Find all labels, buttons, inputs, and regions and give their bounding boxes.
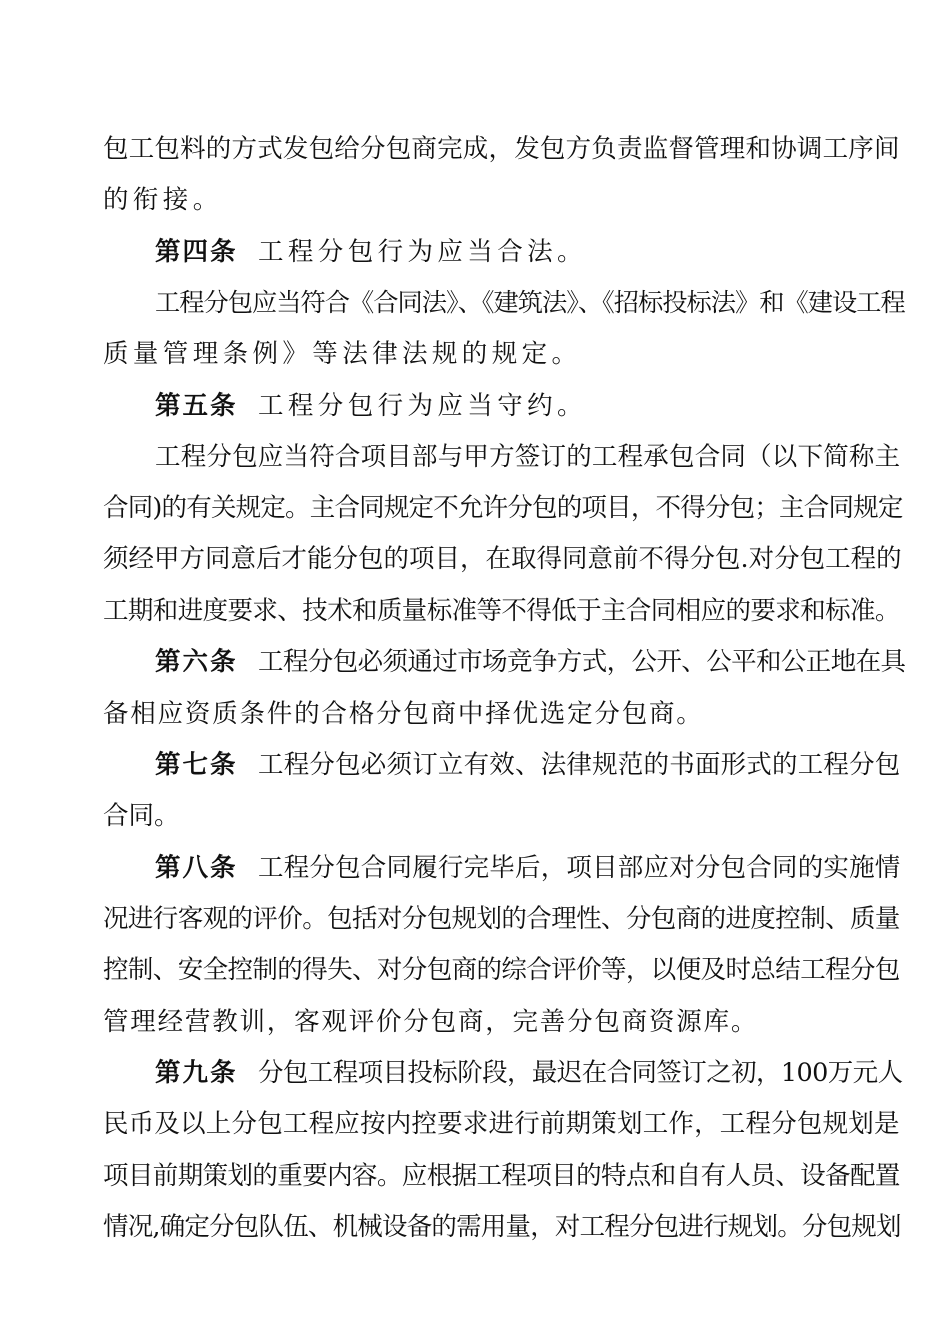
text-line [0, 182, 950, 218]
line-text: 备相应资质条件的合格分包商中择优选定分包商。 [103, 699, 704, 729]
article-line [0, 850, 950, 886]
article-line [0, 747, 950, 783]
text-line [0, 798, 950, 834]
line-text: 质量管理条例》等法律法规的规定。 [103, 339, 582, 369]
article-line [0, 234, 950, 270]
text-line [0, 490, 950, 526]
article-heading: 第四条 [155, 237, 238, 267]
line-text: 工程分包合同履行完毕后，项目部应对分包合同的实施情 [258, 853, 901, 883]
line-text: 况进行客观的评价。包括对分包规划的合理性、分包商的进度控制、质量 [103, 904, 900, 934]
line-text: 工期和进度要求、技术和质量标准等不得低于主合同相应的要求和标准。 [103, 596, 900, 626]
line-text: 管理经营教训，客观评价分包商，完善分包商资源库。 [103, 1007, 759, 1037]
line-text: 工程分包应当符合项目部与甲方签订的工程承包合同（以下简称主 [155, 442, 901, 472]
text-line [0, 131, 950, 167]
text-line [0, 1106, 950, 1142]
line-text: 合同)的有关规定。主合同规定不允许分包的项目，不得分包；主合同规定 [103, 493, 903, 523]
article-heading: 第九条 [155, 1058, 238, 1088]
article-heading: 第五条 [155, 391, 238, 421]
text-line [0, 336, 950, 372]
line-text: 工程分包行为应当守约。 [258, 391, 587, 421]
article-heading: 第七条 [155, 750, 238, 780]
line-text: 工程分包必须订立有效、法律规范的书面形式的工程分包 [258, 750, 901, 780]
line-text: 工程分包应当符合《合同法》、《建筑法》、《招标投标法》和《建设工程 [155, 288, 905, 317]
article-line [0, 1055, 950, 1091]
text-line [0, 901, 950, 937]
line-text: 项目前期策划的重要内容。应根据工程项目的特点和自有人员、设备配置 [103, 1161, 900, 1191]
line-text: 民币及以上分包工程应按内控要求进行前期策划工作，工程分包规划是 [103, 1109, 900, 1139]
article-line [0, 388, 950, 424]
text-line [0, 439, 950, 475]
article-line [0, 644, 950, 680]
line-text: 的衔接。 [103, 185, 223, 215]
line-text: 须经甲方同意后才能分包的项目，在取得同意前不得分包.对分包工程的 [103, 544, 902, 574]
article-heading: 第六条 [155, 647, 238, 677]
text-line [0, 541, 950, 577]
line-text: 合同。 [103, 801, 180, 831]
text-line [0, 593, 950, 629]
text-line [0, 696, 950, 732]
text-line [0, 1004, 950, 1040]
line-text: 工程分包必须通过市场竞争方式，公开、公平和公正地在具 [258, 647, 906, 677]
line-text: 分包工程项目投标阶段，最迟在合同签订之初，100万元人 [258, 1058, 903, 1088]
text-line [0, 1158, 950, 1194]
text-line [0, 952, 950, 988]
line-text: 情况,确定分包队伍、机械设备的需用量，对工程分包进行规划。分包规划 [103, 1212, 901, 1242]
line-text: 包工包料的方式发包给分包商完成，发包方负责监督管理和协调工序间 [103, 134, 900, 164]
line-text: 控制、安全控制的得失、对分包商的综合评价等，以便及时总结工程分包 [103, 955, 900, 985]
text-line [0, 285, 950, 321]
article-heading: 第八条 [155, 853, 238, 883]
text-line [0, 1209, 950, 1245]
line-text: 工程分包行为应当合法。 [258, 237, 587, 267]
